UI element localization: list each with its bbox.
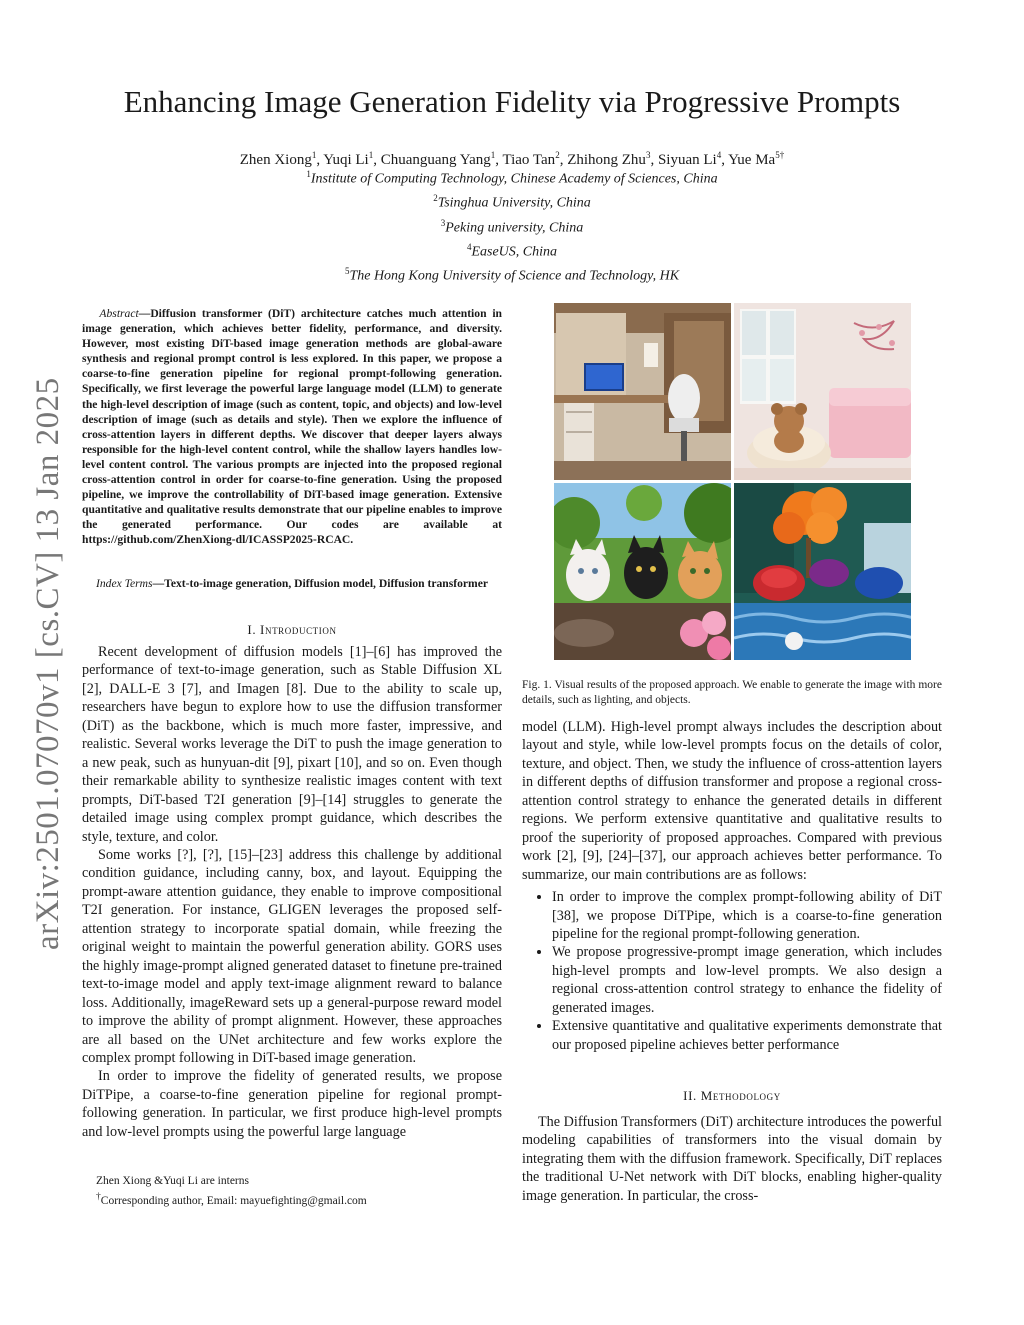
figure-panel-kittens (554, 483, 731, 660)
figure-caption: Fig. 1. Visual results of the proposed approach. We enable to generate the image with more details, such as lighting, and objects. (522, 679, 942, 707)
list-item: • Extensive quantitative and qualitative experiments demonstrate that our proposed pipeline achieves better performance (552, 1017, 942, 1054)
right-column-body (522, 718, 942, 1054)
author: Yue $Ma^{5\dagger}$ (728, 150, 785, 168)
affiliation: $^1$Institute of Computing Technology, Chinese Academy of Sciences, China (306, 169, 718, 187)
left-column-body (82, 643, 502, 1141)
list-item: • We propose progressive-prompt image generation, which includes high-level prompts and low-level prompts. We also design a regional cross-attention control strategy to enhance the fidelity of generated images. (552, 943, 942, 1017)
methodology-body (522, 1113, 942, 1205)
index-terms-label: Index Terms (96, 577, 153, 590)
paper-title: Enhancing Image Generation Fidelity via Progressive Prompts (123, 84, 901, 119)
author: Yuqi Li$^1$ (323, 150, 374, 168)
author: Chuanguang Yang$^1$ (380, 150, 496, 168)
abstract-text: —Diffusion transformer (DiT) architecture catches much attention in image generation, which achieves better fidelity, performance, and diversity. However, most existing DiT-based image generation methods are global-aware synthesis and regional prompt control is less explored. In this paper, we propose a coarse-to-fine generation pipeline for regional prompt-following generation. Specifically, we first leverage the powerful large language model (LLM) to generate the high-level description of image (such as content, topic, and objects) and low-level description of image (such as details and style). Then we explore the influence of cross-attention layers in different depths. We discover that deeper layers always responsible for the high-level content control, while the shallow layers handles low-level content control. The various prompts are injected into the proposed regional cross-attention control in order for coarse-to-fine generation. Using the proposed pipeline, we improve the controllability of DiT-based image generation. Extensive quantitative and qualitative results demonstrate that our pipeline enables to improve the generated performance. Our codes are available at https://github.com/ZhenXiong-dl/ICASSP2025-RCAC. (82, 307, 502, 547)
section-heading-introduction: I. Introduction (247, 622, 337, 637)
footnotes (82, 1174, 502, 1209)
arxiv-stamp: arXiv:2501.07070v1 [cs.CV] 13 Jan 2025 (30, 377, 66, 950)
intro-paragraph-3: In order to improve the fidelity of generated results, we propose DiTPipe, a coarse-to-fine generation pipeline for regional prompt-following generation. In particular, we first produce high-level prompts and low-level prompts using the powerful large language (82, 1068, 502, 1140)
methodology-paragraph-1: The Diffusion Transformers (DiT) architecture introduces the powerful modeling capabilities of transformers into the visual domain by integrating them with the diffusion framework. Specifically, DiT replaces the traditional U-Net network with DiT blocks, enabling higher-quality image generation. In particular, the cross- (522, 1114, 942, 1204)
footnote-corresponding: †Corresponding author, Email: mayuefighting@gmail.com (96, 1191, 367, 1207)
author: Tiao Tan$^2$ (502, 150, 560, 168)
contributions-list (522, 888, 942, 1054)
figure-panel-study-room (554, 303, 731, 480)
intro-paragraph-2: Some works [?], [?], [15]–[23] address this challenge by additional condition guidance, including canny, box, and layout. Equipping the prompt-aware attention guidance, they enable to improve compositional T2I generation. For instance, GLIGEN leverages the proposed self-attention strategy to incorporate spatial domain, while freezing the original weight to maintain the powerful generation ability. GORS uses the highly image-prompt aligned generated dataset to finetune pre-trained text-to-image model and apply text-image alignment reward to balance loss. Additionally, imageReward sets up a general-purpose reward model to improve the ability of prompt alignment. However, these approaches are all based on the UNet architecture and few works explore the complex prompt following in DiT-based image generation. (82, 846, 502, 1066)
abstract (82, 306, 502, 548)
figure-panel-bedroom (734, 303, 911, 480)
author: Siyuan Li$^4$ (657, 150, 722, 168)
affiliation-list (0, 165, 1024, 286)
affiliation: $^5$The Hong Kong University of Science and Technology, HK (344, 266, 680, 284)
section-heading-methodology: II. Methodology (683, 1088, 781, 1103)
figure-1 (554, 303, 911, 659)
author: Zhihong Zhu$^3$ (567, 150, 651, 168)
list-item: • In order to improve the complex prompt-following ability of DiT [38], we propose DiTPipe, which is a coarse-to-fine generation pipeline for the regional prompt-following generation. (552, 888, 942, 943)
figure-panel-orange-tree (734, 483, 911, 660)
author: Zhen Xiong$^1$ (239, 150, 317, 168)
abstract-label: Abstract (99, 307, 139, 320)
affiliation: $^2$Tsinghua University, China (433, 193, 591, 211)
contributions-intro: model (LLM). High-level prompt always includes the description about layout and style, while low-level prompts focus on the details of color, texture, and object. Then, we study the influence of cross-attention layers in different depths of diffusion transformer and propose a regional cross-attention control strategy to enhance the generated details in different regions. We perform extensive quantitative and qualitative results to proof the superiority of proposed approaches. Compared with previous work [2], [9], [24]–[37], our approach achieves better performance. To summarize, our main contributions are as follows: (522, 719, 942, 883)
author-list: Zhen Xiong$^1$, Yuqi Li$^1$, Chuanguang Yang$^1$, Tiao Tan$^2$, Zhihong Zhu$^3$, Siyuan Li$^4$, Yue $Ma^{5\dagger}$ (239, 150, 785, 168)
index-terms: Index Terms—Text-to-image generation, Diffusion model, Diffusion transformer (96, 577, 489, 590)
footnote-interns: Zhen Xiong &Yuqi Li are interns (96, 1175, 249, 1187)
affiliation: $^3$Peking university, China (440, 217, 584, 236)
intro-paragraph-1: Recent development of diffusion models [1]–[6] has improved the performance of text-to-image generation, such as Stable Diffusion XL [2], DALL-E 3 [7], and Imagen [8]. Due to the ability to scale up, researchers have begun to explore how to use the diffusion transformer (DiT) as the backbone, which is much more faster, impressive, and realistic. Several works leverage the DiT to push the image generation to a new peak, such as hunyuan-dit [9], pixart [10], and so on. Even though their remarkable ability to synthesize realistic images content with text prompts, DiT-based T2I generation [9]–[14] struggles to generate the detailed image using complex prompt guidance, which describes the style, texture, and color. (82, 644, 502, 845)
affiliation: $^4$EaseUS, China (466, 241, 558, 260)
